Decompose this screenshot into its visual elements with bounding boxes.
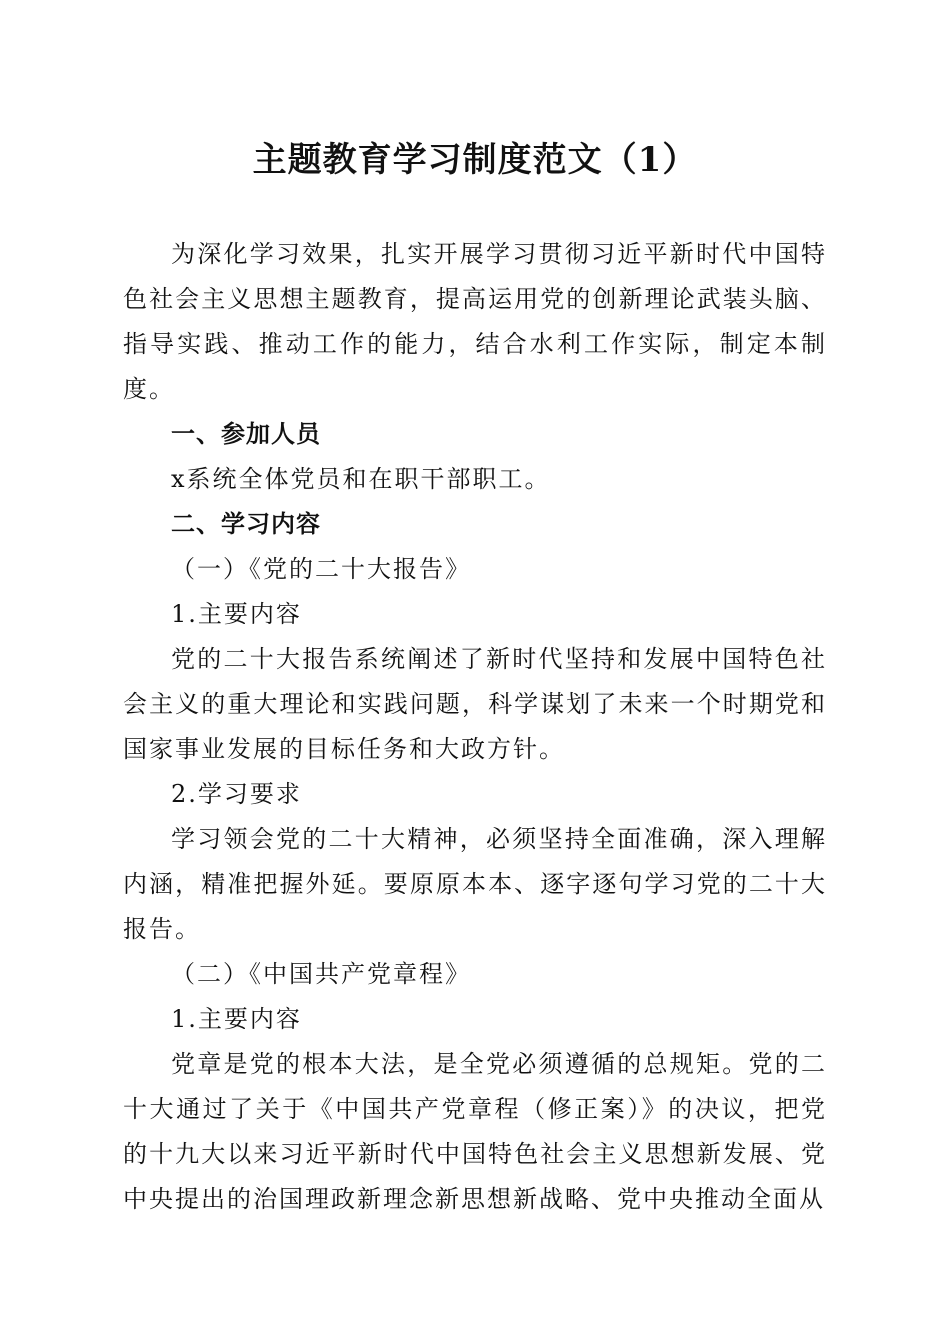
document-body [123, 232, 827, 1222]
section-heading-participants: 一、参加人员 [171, 420, 321, 448]
report-requirements-paragraph: 学习领会党的二十大精神，必须坚持全面准确，深入理解内涵，精准把握外延。要原原本本、逐字逐句学习党的二十大报告。 [123, 825, 827, 943]
subsection-heading-report: （一）《党的二十大报告》 [171, 555, 471, 583]
subsection-heading-constitution: （二）《中国共产党章程》 [171, 960, 471, 988]
item-heading-main-content: 1.主要内容 [171, 600, 302, 628]
constitution-content-paragraph: 党章是党的根本大法，是全党必须遵循的总规矩。党的二十大通过了关于《中国共产党章程（修正案）》的决议，把党的十九大以来习近平新时代中国特色社会主义思想新发展、党中央提出的治国理政新理念新思想新战略、党中央推动全面从 [123, 1050, 827, 1213]
section-heading-content: 二、学习内容 [171, 510, 321, 538]
report-content-paragraph: 党的二十大报告系统阐述了新时代坚持和发展中国特色社会主义的重大理论和实践问题，科学谋划了未来一个时期党和国家事业发展的目标任务和大政方针。 [123, 645, 827, 763]
item-heading-main-content-2: 1.主要内容 [171, 1005, 302, 1033]
participants-paragraph: x系统全体党员和在职干部职工。 [171, 465, 551, 493]
item-heading-requirements: 2.学习要求 [171, 780, 302, 808]
intro-paragraph: 为深化学习效果，扎实开展学习贯彻习近平新时代中国特色社会主义思想主题教育，提高运用党的创新理论武装头脑、指导实践、推动工作的能力，结合水利工作实际，制定本制度。 [123, 240, 827, 403]
document-title: 主题教育学习制度范文（1） [252, 140, 698, 180]
